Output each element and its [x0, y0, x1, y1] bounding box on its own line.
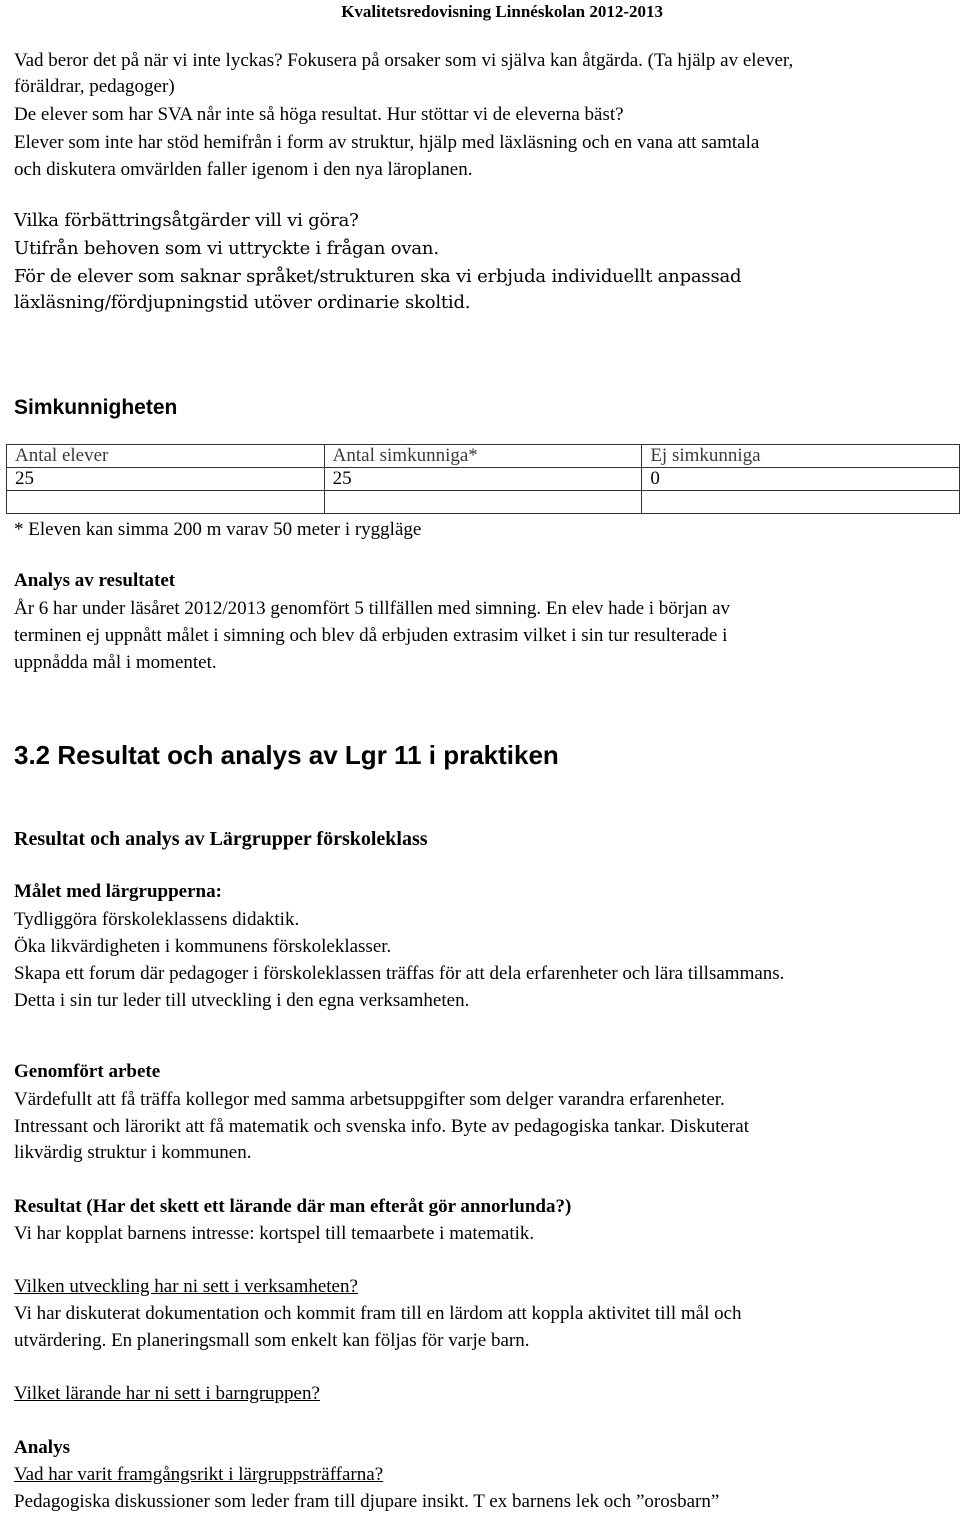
table-header-cell: Antal elever: [7, 445, 325, 468]
table-cell: [642, 491, 960, 514]
table-cell: [324, 491, 642, 514]
last-line: Pedagogiska diskussioner som leder fram till djupare insikt. T ex barnens lek och ”orosbarn”: [14, 1491, 720, 1512]
improve-line: Vilka förbättringsåtgärder vill vi göra?: [14, 210, 359, 231]
swim-table: [6, 444, 960, 514]
analysis-line: terminen ej uppnått målet i simning och blev då erbjuden extrasim vilket i sin tur resulterade i: [14, 625, 728, 646]
intro-line: De elever som har SVA når inte så höga resultat. Hur stöttar vi de eleverna bäst?: [14, 104, 624, 125]
goal-line: Detta i sin tur leder till utveckling i den egna verksamheten.: [14, 990, 470, 1011]
analysis-heading: Analys av resultatet: [14, 570, 176, 591]
table-header-cell: Antal simkunniga*: [324, 445, 642, 468]
work-heading: Genomfört arbete: [14, 1061, 161, 1082]
section-heading: 3.2 Resultat och analys av Lgr 11 i praktiken: [14, 740, 559, 770]
goal-heading: Målet med lärgrupperna:: [14, 881, 222, 902]
page-header: Kvalitetsredovisning Linnéskolan 2012-2013: [341, 2, 663, 21]
swim-heading: Simkunnigheten: [14, 396, 178, 419]
improve-line: För de elever som saknar språket/strukturen ska vi erbjuda individuellt anpassad: [14, 266, 742, 287]
improve-line: läxläsning/fördjupningstid utöver ordinarie skoltid.: [14, 292, 471, 313]
work-line: Värdefullt att få träffa kollegor med samma arbetsuppgifter som delger varandra erfarenheter.: [14, 1089, 725, 1110]
success-question: Vad har varit framgångsrikt i lärgruppsträffarna?: [14, 1464, 384, 1485]
result-heading: Resultat (Har det skett ett lärande där man efteråt gör annorlunda?): [14, 1196, 572, 1217]
intro-line: föräldrar, pedagoger): [14, 76, 175, 97]
analys-heading: Analys: [14, 1437, 70, 1458]
work-line: Intressant och lärorikt att få matematik och svenska info. Byte av pedagogiska tankar. Diskuterat: [14, 1116, 749, 1137]
section-subheading: Resultat och analys av Lärgrupper förskoleklass: [14, 828, 428, 850]
swim-footnote: * Eleven kan simma 200 m varav 50 meter i ryggläge: [14, 519, 422, 540]
table-cell: 0: [642, 468, 960, 491]
dev-line: Vi har diskuterat dokumentation och kommit fram till en lärdom att koppla aktivitet till mål och: [14, 1303, 742, 1324]
result-line: Vi har kopplat barnens intresse: kortspel till temaarbete i matematik.: [14, 1223, 535, 1244]
table-cell: [7, 491, 325, 514]
intro-line: Elever som inte har stöd hemifrån i form av struktur, hjälp med läxläsning och en vana att samtala: [14, 132, 760, 153]
dev-question: Vilken utveckling har ni sett i verksamheten?: [14, 1276, 358, 1297]
table-row: [7, 491, 960, 514]
intro-line: Vad beror det på när vi inte lyckas? Fokusera på orsaker som vi själva kan åtgärda. (Ta hjälp av elever,: [14, 50, 794, 71]
analysis-line: uppnådda mål i momentet.: [14, 652, 217, 673]
table-cell: 25: [324, 468, 642, 491]
table-cell: 25: [7, 468, 325, 491]
table-header-cell: Ej simkunniga: [642, 445, 960, 468]
goal-line: Skapa ett forum där pedagoger i förskoleklassen träffas för att dela erfarenheter och lära tillsammans.: [14, 963, 785, 984]
table-row: [7, 445, 960, 468]
work-line: likvärdig struktur i kommunen.: [14, 1142, 252, 1163]
improve-line: Utifrån behoven som vi uttryckte i frågan ovan.: [14, 238, 439, 259]
intro-line: och diskutera omvärlden faller igenom i den nya läroplanen.: [14, 159, 473, 180]
dev-line: utvärdering. En planeringsmall som enkelt kan följas för varje barn.: [14, 1330, 530, 1351]
goal-line: Öka likvärdigheten i kommunens förskoleklasser.: [14, 936, 392, 957]
table-row: [7, 468, 960, 491]
learn-question: Vilket lärande har ni sett i barngruppen?: [14, 1383, 320, 1404]
analysis-line: År 6 har under läsåret 2012/2013 genomfört 5 tillfällen med simning. En elev hade i början av: [14, 598, 730, 619]
goal-line: Tydliggöra förskoleklassens didaktik.: [14, 909, 300, 930]
